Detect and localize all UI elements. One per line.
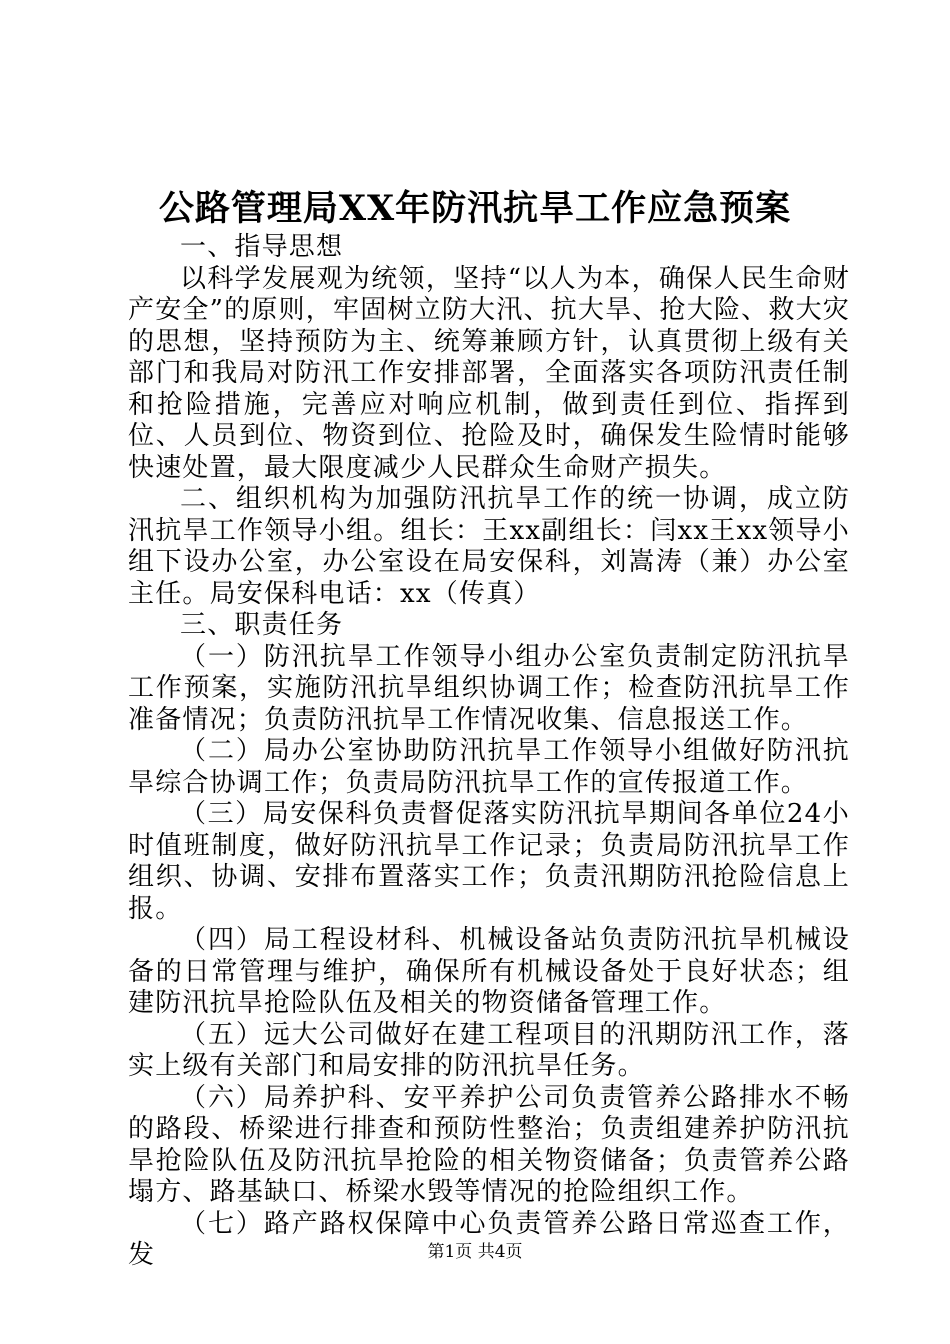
paragraph-duty-5: （五）远大公司做好在建工程项目的汛期防汛工作，落实上级有关部门和局安排的防汛抗旱任务。 [128, 1019, 850, 1081]
paragraph-guiding-thought: 以科学发展观为统领，坚持“以人为本，确保人民生命财产安全”的原则，牢固树立防大汛、抗大旱、抢大险、救大灾的思想，坚持预防为主、统筹兼顾方针，认真贯彻上级有关部门和我局对防汛工作安排部署，全面落实各项防汛责任制和抢险措施，完善应对响应机制，做到责任到位、指挥到位、人员到位、物资到位、抢险及时，确保发生险情时能够快速处置，最大限度减少人民群众生命财产损失。 [128, 263, 850, 483]
paragraph-duty-4: （四）局工程设材科、机械设备站负责防汛抗旱机械设备的日常管理与维护，确保所有机械设备处于良好状态；组建防汛抗旱抢险队伍及相关的物资储备管理工作。 [128, 925, 850, 1018]
document-body [128, 232, 850, 1272]
section-heading-guiding-thought: 一、指导思想 [180, 232, 344, 262]
paragraph-duty-6: （六）局养护科、安平养护公司负责管养公路排水不畅的路段、桥梁进行排查和预防性整治；负责组建养护防汛抗旱抢险队伍及防汛抗旱抢险的相关物资储备；负责管养公路塌方、路基缺口、桥梁水毁等情况的抢险组织工作。 [128, 1082, 850, 1207]
paragraph-duty-1: （一）防汛抗旱工作领导小组办公室负责制定防汛抗旱工作预案，实施防汛抗旱组织协调工作；检查防汛抗旱工作准备情况；负责防汛抗旱工作情况收集、信息报送工作。 [128, 641, 850, 735]
paragraph-organization: 二、组织机构为加强防汛抗旱工作的统一协调，成立防汛抗旱工作领导小组。组长：王xx副组长：闫xx王xx领导小组下设办公室，办公室设在局安保科，刘嵩涛（兼）办公室主任。局安保科电话：xx（传真） [128, 484, 850, 609]
section-heading-duties: 三、职责任务 [180, 610, 344, 640]
document-title: 公路管理局XX年防汛抗旱工作应急预案 [158, 188, 792, 229]
page-number-footer: 第1页 共4页 [427, 1242, 523, 1262]
paragraph-duty-7: （七）路产路权保障中心负责管养公路日常巡查工作，发 [128, 1208, 850, 1270]
paragraph-duty-2: （二）局办公室协助防汛抗旱工作领导小组做好防汛抗旱综合协调工作；负责局防汛抗旱工作的宣传报道工作。 [128, 736, 850, 798]
paragraph-duty-3: （三）局安保科负责督促落实防汛抗旱期间各单位24小时值班制度，做好防汛抗旱工作记录；负责局防汛抗旱工作组织、协调、安排布置落实工作；负责汛期防汛抢险信息上报。 [128, 799, 850, 924]
